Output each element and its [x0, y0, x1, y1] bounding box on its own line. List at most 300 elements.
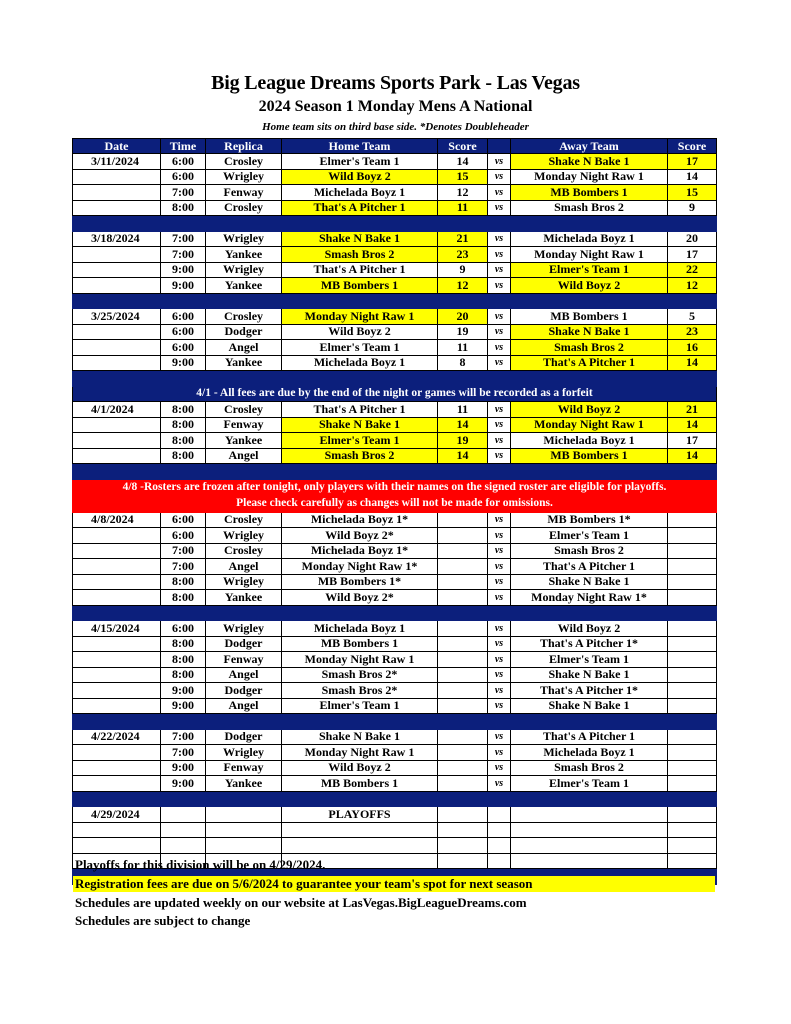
game-time: 8:00 [161, 667, 206, 683]
home-team: MB Bombers 1 [282, 776, 438, 792]
away-score [668, 745, 717, 761]
game-row [73, 574, 717, 590]
empty-cell [668, 822, 717, 838]
game-time: 6:00 [161, 621, 206, 637]
vs-label: vs [488, 745, 511, 761]
separator-cell [73, 605, 717, 621]
game-row [73, 355, 717, 371]
home-score: 15 [438, 169, 488, 185]
header-date: Date [73, 139, 161, 154]
away-score [668, 698, 717, 714]
home-team: That's A Pitcher 1 [282, 402, 438, 418]
vs-label: vs [488, 729, 511, 745]
separator-cell [73, 791, 717, 807]
game-replica: Yankee [206, 247, 282, 263]
home-score: 14 [438, 154, 488, 170]
game-replica: Wrigley [206, 621, 282, 637]
game-row [73, 231, 717, 247]
game-replica: Fenway [206, 185, 282, 201]
game-time: 7:00 [161, 745, 206, 761]
game-replica: Wrigley [206, 574, 282, 590]
game-time: 9:00 [161, 776, 206, 792]
game-date [73, 698, 161, 714]
game-row [73, 729, 717, 745]
header-row [73, 139, 717, 154]
home-team: Smash Bros 2* [282, 683, 438, 699]
vs-label: vs [488, 417, 511, 433]
game-date [73, 636, 161, 652]
vs-label: vs [488, 776, 511, 792]
vs-label: vs [488, 309, 511, 325]
game-date [73, 683, 161, 699]
away-team: Elmer's Team 1 [511, 262, 668, 278]
home-score [438, 559, 488, 575]
away-team: MB Bombers 1 [511, 309, 668, 325]
vs-label: vs [488, 543, 511, 559]
game-time: 7:00 [161, 231, 206, 247]
away-score: 17 [668, 247, 717, 263]
game-replica: Dodger [206, 683, 282, 699]
home-team: Elmer's Team 1 [282, 154, 438, 170]
away-score: 16 [668, 340, 717, 356]
header-home-score: Score [438, 139, 488, 154]
game-replica: Fenway [206, 760, 282, 776]
game-row [73, 667, 717, 683]
game-row [73, 324, 717, 340]
game-date: 4/1/2024 [73, 402, 161, 418]
home-score: 19 [438, 324, 488, 340]
vs-label: vs [488, 636, 511, 652]
game-date [73, 278, 161, 294]
vs-label: vs [488, 355, 511, 371]
home-score: 11 [438, 340, 488, 356]
away-team: MB Bombers 1* [511, 512, 668, 528]
away-score [668, 621, 717, 637]
empty-cell [511, 853, 668, 869]
game-time: 7:00 [161, 559, 206, 575]
game-date [73, 340, 161, 356]
game-row [73, 512, 717, 528]
away-team: That's A Pitcher 1 [511, 355, 668, 371]
game-replica: Crosley [206, 309, 282, 325]
home-score [438, 683, 488, 699]
separator-cell [73, 464, 717, 480]
home-team: MB Bombers 1* [282, 574, 438, 590]
game-replica: Fenway [206, 417, 282, 433]
empty-cell [161, 807, 206, 823]
game-date [73, 433, 161, 449]
game-replica: Yankee [206, 433, 282, 449]
game-date [73, 528, 161, 544]
away-score: 14 [668, 448, 717, 464]
playoffs-row [73, 807, 717, 823]
away-team: Shake N Bake 1 [511, 667, 668, 683]
away-score [668, 543, 717, 559]
game-time: 8:00 [161, 402, 206, 418]
empty-cell [668, 853, 717, 869]
playoffs-note: Playoffs for this division will be on 4/29/2024. [75, 857, 326, 872]
empty-row [73, 822, 717, 838]
game-row [73, 154, 717, 170]
home-score [438, 745, 488, 761]
game-date [73, 745, 161, 761]
game-replica: Fenway [206, 652, 282, 668]
away-score: 14 [668, 169, 717, 185]
home-team: MB Bombers 1 [282, 636, 438, 652]
away-score: 14 [668, 355, 717, 371]
game-replica: Dodger [206, 636, 282, 652]
away-team: MB Bombers 1 [511, 185, 668, 201]
game-time: 6:00 [161, 154, 206, 170]
vs-label: vs [488, 512, 511, 528]
fee-notice-row [73, 386, 717, 402]
home-score [438, 729, 488, 745]
empty-cell [438, 853, 488, 869]
home-team: Smash Bros 2* [282, 667, 438, 683]
empty-cell [206, 807, 282, 823]
vs-label: vs [488, 231, 511, 247]
page-subtitle: 2024 Season 1 Monday Mens A National [258, 98, 533, 115]
away-score [668, 652, 717, 668]
empty-cell [161, 822, 206, 838]
week-separator [73, 714, 717, 730]
vs-label: vs [488, 433, 511, 449]
away-team: Michelada Boyz 1 [511, 231, 668, 247]
game-row [73, 745, 717, 761]
vs-label: vs [488, 698, 511, 714]
away-team: Shake N Bake 1 [511, 154, 668, 170]
empty-cell [488, 807, 511, 823]
home-team: Monday Night Raw 1 [282, 652, 438, 668]
game-row [73, 698, 717, 714]
home-team: That's A Pitcher 1 [282, 200, 438, 216]
away-score: 17 [668, 154, 717, 170]
away-team: Shake N Bake 1 [511, 698, 668, 714]
home-score [438, 667, 488, 683]
game-row [73, 683, 717, 699]
game-time: 8:00 [161, 417, 206, 433]
game-row [73, 200, 717, 216]
game-replica: Wrigley [206, 169, 282, 185]
away-score: 12 [668, 278, 717, 294]
home-team: Monday Night Raw 1* [282, 559, 438, 575]
home-team: MB Bombers 1 [282, 278, 438, 294]
website-note: Schedules are updated weekly on our website at LasVegas.BigLeagueDreams.com [75, 895, 527, 910]
home-score [438, 698, 488, 714]
home-team: Michelada Boyz 1* [282, 512, 438, 528]
away-score: 15 [668, 185, 717, 201]
game-date: 4/15/2024 [73, 621, 161, 637]
playoffs-date: 4/29/2024 [73, 807, 161, 823]
away-team: That's A Pitcher 1 [511, 729, 668, 745]
empty-cell [511, 807, 668, 823]
empty-cell [438, 807, 488, 823]
home-team: Monday Night Raw 1 [282, 309, 438, 325]
vs-label: vs [488, 154, 511, 170]
game-time: 6:00 [161, 512, 206, 528]
home-team: Elmer's Team 1 [282, 433, 438, 449]
home-score [438, 636, 488, 652]
game-replica: Yankee [206, 590, 282, 606]
game-row [73, 185, 717, 201]
game-date [73, 262, 161, 278]
home-score: 12 [438, 278, 488, 294]
game-replica: Angel [206, 667, 282, 683]
game-replica: Crosley [206, 154, 282, 170]
empty-cell [488, 838, 511, 854]
header-away-team: Away Team [511, 139, 668, 154]
away-score [668, 559, 717, 575]
game-replica: Crosley [206, 543, 282, 559]
away-team: Smash Bros 2 [511, 200, 668, 216]
away-team: Wild Boyz 2 [511, 621, 668, 637]
away-team: Michelada Boyz 1 [511, 745, 668, 761]
game-row [73, 278, 717, 294]
home-team: Wild Boyz 2 [282, 760, 438, 776]
away-score: 9 [668, 200, 717, 216]
home-team: Michelada Boyz 1 [282, 621, 438, 637]
vs-label: vs [488, 262, 511, 278]
home-score: 9 [438, 262, 488, 278]
week-separator [73, 216, 717, 232]
vs-label: vs [488, 683, 511, 699]
vs-label: vs [488, 185, 511, 201]
game-replica: Dodger [206, 729, 282, 745]
separator-cell [73, 714, 717, 730]
home-team: That's A Pitcher 1 [282, 262, 438, 278]
game-replica: Crosley [206, 512, 282, 528]
vs-label: vs [488, 448, 511, 464]
game-time: 8:00 [161, 200, 206, 216]
game-date [73, 247, 161, 263]
home-score [438, 528, 488, 544]
week-separator [73, 293, 717, 309]
game-row [73, 309, 717, 325]
away-team: Monday Night Raw 1 [511, 247, 668, 263]
vs-label: vs [488, 574, 511, 590]
empty-cell [73, 838, 161, 854]
empty-cell [73, 822, 161, 838]
home-score: 11 [438, 402, 488, 418]
header-vs [488, 139, 511, 154]
game-row [73, 636, 717, 652]
away-team: That's A Pitcher 1* [511, 683, 668, 699]
vs-label: vs [488, 760, 511, 776]
away-score: 5 [668, 309, 717, 325]
empty-cell [668, 807, 717, 823]
game-time: 8:00 [161, 590, 206, 606]
game-date [73, 760, 161, 776]
game-time: 9:00 [161, 262, 206, 278]
vs-label: vs [488, 247, 511, 263]
away-score: 17 [668, 433, 717, 449]
empty-cell [668, 838, 717, 854]
home-score: 23 [438, 247, 488, 263]
vs-label: vs [488, 621, 511, 637]
away-score [668, 776, 717, 792]
game-replica: Crosley [206, 402, 282, 418]
game-date [73, 200, 161, 216]
home-score: 8 [438, 355, 488, 371]
vs-label: vs [488, 340, 511, 356]
away-team: Wild Boyz 2 [511, 402, 668, 418]
vs-label: vs [488, 324, 511, 340]
game-date [73, 324, 161, 340]
home-score [438, 543, 488, 559]
away-score [668, 636, 717, 652]
home-score: 14 [438, 448, 488, 464]
away-score: 14 [668, 417, 717, 433]
game-row [73, 169, 717, 185]
away-team: Elmer's Team 1 [511, 652, 668, 668]
empty-cell [206, 822, 282, 838]
game-time: 8:00 [161, 636, 206, 652]
away-score [668, 729, 717, 745]
game-date [73, 448, 161, 464]
vs-label: vs [488, 402, 511, 418]
away-score [668, 528, 717, 544]
week-separator [73, 464, 717, 480]
game-row [73, 340, 717, 356]
empty-cell [511, 838, 668, 854]
home-score: 20 [438, 309, 488, 325]
game-time: 6:00 [161, 309, 206, 325]
home-score [438, 776, 488, 792]
home-score [438, 512, 488, 528]
separator-cell [73, 371, 717, 387]
home-score: 21 [438, 231, 488, 247]
game-date [73, 185, 161, 201]
vs-label: vs [488, 667, 511, 683]
empty-cell [438, 822, 488, 838]
away-score: 23 [668, 324, 717, 340]
vs-label: vs [488, 528, 511, 544]
game-row [73, 559, 717, 575]
game-time: 9:00 [161, 683, 206, 699]
empty-cell [488, 822, 511, 838]
week-separator [73, 371, 717, 387]
away-team: Monday Night Raw 1* [511, 590, 668, 606]
roster-notice-row [73, 496, 717, 513]
game-date [73, 652, 161, 668]
home-score: 19 [438, 433, 488, 449]
game-date [73, 559, 161, 575]
away-team: Monday Night Raw 1 [511, 417, 668, 433]
home-score [438, 590, 488, 606]
game-date: 3/18/2024 [73, 231, 161, 247]
home-score: 11 [438, 200, 488, 216]
away-team: Smash Bros 2 [511, 760, 668, 776]
game-row [73, 528, 717, 544]
separator-cell [73, 216, 717, 232]
home-team: Michelada Boyz 1 [282, 355, 438, 371]
home-score: 14 [438, 417, 488, 433]
roster-notice: 4/8 -Rosters are frozen after tonight, only players with their names on the signed roster are eligible for playoffs. [73, 479, 717, 496]
game-row [73, 262, 717, 278]
away-score: 20 [668, 231, 717, 247]
away-team: Smash Bros 2 [511, 340, 668, 356]
change-note: Schedules are subject to change [75, 913, 251, 928]
game-date: 4/8/2024 [73, 512, 161, 528]
schedule-table [72, 138, 717, 885]
roster-notice-detail: Please check carefully as changes will not be made for omissions. [73, 496, 717, 513]
vs-label: vs [488, 590, 511, 606]
away-score: 21 [668, 402, 717, 418]
game-time: 6:00 [161, 340, 206, 356]
away-score [668, 590, 717, 606]
game-date [73, 574, 161, 590]
empty-cell [488, 853, 511, 869]
game-replica: Yankee [206, 278, 282, 294]
game-row [73, 652, 717, 668]
header-home-team: Home Team [282, 139, 438, 154]
game-replica: Angel [206, 698, 282, 714]
empty-cell [282, 838, 438, 854]
header-away-score: Score [668, 139, 717, 154]
away-team: MB Bombers 1 [511, 448, 668, 464]
away-team: Michelada Boyz 1 [511, 433, 668, 449]
game-replica: Angel [206, 340, 282, 356]
game-replica: Yankee [206, 776, 282, 792]
home-team: Wild Boyz 2 [282, 169, 438, 185]
game-replica: Angel [206, 448, 282, 464]
game-replica: Dodger [206, 324, 282, 340]
away-score [668, 760, 717, 776]
home-score [438, 574, 488, 590]
game-row [73, 590, 717, 606]
empty-cell [438, 838, 488, 854]
game-date [73, 417, 161, 433]
away-team: Smash Bros 2 [511, 543, 668, 559]
empty-cell [511, 822, 668, 838]
game-replica: Wrigley [206, 745, 282, 761]
game-time: 7:00 [161, 729, 206, 745]
home-score [438, 652, 488, 668]
home-team: Smash Bros 2 [282, 247, 438, 263]
home-score [438, 621, 488, 637]
empty-cell [206, 838, 282, 854]
game-time: 8:00 [161, 574, 206, 590]
away-score: 22 [668, 262, 717, 278]
game-row [73, 448, 717, 464]
away-team: Shake N Bake 1 [511, 574, 668, 590]
game-row [73, 621, 717, 637]
game-time: 7:00 [161, 543, 206, 559]
away-score [668, 512, 717, 528]
playoffs-label: PLAYOFFS [282, 807, 438, 823]
game-replica: Yankee [206, 355, 282, 371]
away-score [668, 667, 717, 683]
vs-label: vs [488, 200, 511, 216]
empty-row [73, 838, 717, 854]
game-time: 6:00 [161, 169, 206, 185]
empty-cell [282, 822, 438, 838]
game-date [73, 667, 161, 683]
vs-label: vs [488, 559, 511, 575]
week-separator [73, 791, 717, 807]
game-time: 8:00 [161, 433, 206, 449]
game-time: 9:00 [161, 278, 206, 294]
away-team: Elmer's Team 1 [511, 528, 668, 544]
home-team: Michelada Boyz 1 [282, 185, 438, 201]
game-replica: Wrigley [206, 528, 282, 544]
header-replica: Replica [206, 139, 282, 154]
away-score [668, 683, 717, 699]
game-date: 3/25/2024 [73, 309, 161, 325]
home-team: Shake N Bake 1 [282, 417, 438, 433]
home-score [438, 760, 488, 776]
home-team: Wild Boyz 2* [282, 590, 438, 606]
